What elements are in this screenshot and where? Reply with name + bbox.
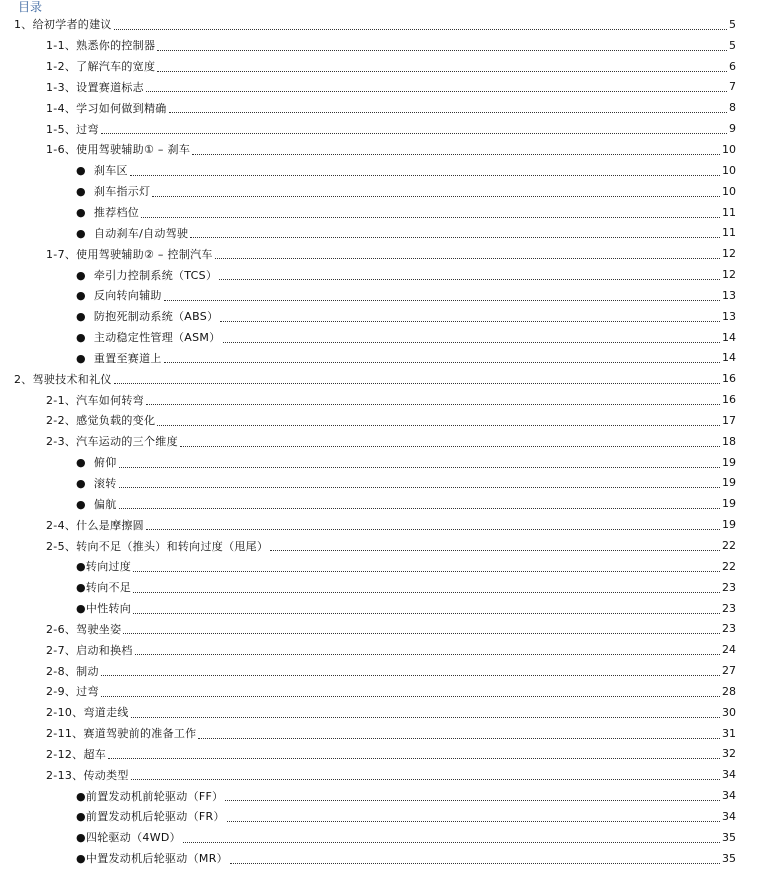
toc-entry-text: 2-4、什么是摩擦圆 xyxy=(46,518,144,532)
toc-entry-text: 2-3、汽车运动的三个维度 xyxy=(46,435,178,449)
toc-entry[interactable] xyxy=(0,556,767,577)
toc-entry-page: 13 xyxy=(722,288,736,302)
bullet-icon: ● xyxy=(76,497,86,511)
toc-entry-label xyxy=(76,225,188,241)
toc-entry-text: 2-9、过弯 xyxy=(46,685,99,699)
toc-entry-page: 34 xyxy=(722,789,736,803)
toc-entry-text: 2-2、感觉负载的变化 xyxy=(46,414,156,428)
dot-leader xyxy=(227,821,720,822)
toc-entry-text: 前置发动机前轮驱动（FF） xyxy=(85,789,224,803)
dot-leader xyxy=(119,467,720,468)
dot-leader xyxy=(101,675,720,676)
toc-entry-page: 11 xyxy=(722,226,736,240)
toc-entry[interactable] xyxy=(0,577,767,598)
toc-entry-page: 19 xyxy=(722,497,736,511)
bullet-icon: ● xyxy=(76,226,86,240)
toc-entry-label xyxy=(76,475,117,491)
toc-entry-text: 2-5、转向不足（推头）和转向过度（甩尾） xyxy=(46,539,269,553)
toc-entry-text: 2-7、启动和换档 xyxy=(46,643,133,657)
toc-entry-label xyxy=(76,267,217,283)
dot-leader xyxy=(146,404,720,405)
toc-entry-text: 2-13、传动类型 xyxy=(46,768,129,782)
toc-entry-label xyxy=(76,454,117,470)
toc-entry[interactable] xyxy=(0,181,767,202)
toc-entry-page: 23 xyxy=(722,622,736,636)
toc-entry-page: 10 xyxy=(722,142,736,156)
toc-entry-page: 19 xyxy=(722,455,736,469)
toc-entry-label xyxy=(46,100,167,116)
toc-entry-text: 偏航 xyxy=(93,497,117,511)
toc-entry-text: 2-11、赛道驾驶前的准备工作 xyxy=(46,727,197,741)
toc-entry-page: 7 xyxy=(729,80,736,94)
toc-entry-text: 2-6、驾驶坐姿 xyxy=(46,622,122,636)
toc-entry-text: 中置发动机后轮驱动（MR） xyxy=(85,852,228,866)
dot-leader xyxy=(223,342,720,343)
toc-entry-label xyxy=(46,58,155,74)
dot-leader xyxy=(119,508,720,509)
toc-entry-label xyxy=(46,433,178,449)
toc-entry-page: 27 xyxy=(722,664,736,678)
dot-leader xyxy=(164,362,720,363)
toc-entry-label xyxy=(76,329,221,345)
toc-entry[interactable] xyxy=(0,702,767,723)
toc-entry[interactable] xyxy=(0,348,767,369)
dot-leader xyxy=(131,779,720,780)
toc-entry-label xyxy=(76,183,150,199)
dot-leader xyxy=(230,863,720,864)
dot-leader xyxy=(157,71,727,72)
toc-entry-text: 反向转向辅助 xyxy=(93,289,162,303)
toc-entry-label xyxy=(76,829,181,845)
toc-entry-text: 转向不足 xyxy=(85,581,132,595)
toc-entry-text: 1、给初学者的建议 xyxy=(14,18,112,32)
toc-entry-text: 1-4、学习如何做到精确 xyxy=(46,101,167,115)
toc-entry-label xyxy=(46,412,155,428)
toc-entry-label xyxy=(46,725,196,741)
toc-entry[interactable] xyxy=(0,56,767,77)
bullet-icon: ● xyxy=(76,456,86,470)
toc-entry-label xyxy=(46,621,121,637)
dot-leader xyxy=(114,383,720,384)
toc-entry-text: 主动稳定性管理（ASM） xyxy=(93,331,221,345)
bullet-icon: ● xyxy=(76,206,86,220)
toc-entry-page: 23 xyxy=(722,601,736,615)
toc-entry[interactable] xyxy=(0,681,767,702)
dot-leader xyxy=(101,696,720,697)
toc-entry-text: 自动刹车/自动驾驶 xyxy=(93,226,189,240)
toc-entry[interactable] xyxy=(0,327,767,348)
toc-entry[interactable] xyxy=(0,618,767,639)
toc-entry-text: 1-2、了解汽车的宽度 xyxy=(46,60,156,74)
dot-leader xyxy=(157,425,720,426)
dot-leader xyxy=(133,613,720,614)
bullet-icon: ● xyxy=(76,810,86,824)
dot-leader xyxy=(133,571,720,572)
toc-entry[interactable] xyxy=(0,785,767,806)
dot-leader xyxy=(225,800,720,801)
toc-entry-label xyxy=(46,767,129,783)
toc-entry-page: 10 xyxy=(722,163,736,177)
toc-entry-label xyxy=(76,808,225,824)
toc-entry-text: 1-6、使用驾驶辅助① – 刹车 xyxy=(46,143,191,157)
dot-leader xyxy=(130,175,720,176)
toc-entry-text: 转向过度 xyxy=(85,560,132,574)
toc-entry[interactable] xyxy=(0,639,767,660)
toc-entry-label xyxy=(76,287,162,303)
toc-entry-label xyxy=(14,16,112,32)
toc-entry-page: 6 xyxy=(729,59,736,73)
bullet-icon: ● xyxy=(76,560,86,574)
toc-entry-page: 5 xyxy=(729,17,736,31)
dot-leader xyxy=(119,487,720,488)
toc-entry[interactable] xyxy=(0,202,767,223)
toc-entry[interactable] xyxy=(0,827,767,848)
bullet-icon: ● xyxy=(76,331,86,345)
toc-entry-label xyxy=(76,350,162,366)
toc-entry[interactable] xyxy=(0,514,767,535)
bullet-icon: ● xyxy=(76,831,86,845)
dot-leader xyxy=(164,300,720,301)
toc-entry[interactable] xyxy=(0,598,767,619)
toc-entry[interactable] xyxy=(0,243,767,264)
toc-entry[interactable] xyxy=(0,14,767,35)
toc-entry-page: 14 xyxy=(722,351,736,365)
toc-entry[interactable] xyxy=(0,473,767,494)
toc-entry-page: 24 xyxy=(722,643,736,657)
toc-entry-label xyxy=(76,850,228,866)
dot-leader xyxy=(146,91,727,92)
toc-entry[interactable] xyxy=(0,306,767,327)
toc-entry-page: 9 xyxy=(729,122,736,136)
toc-entry[interactable] xyxy=(0,264,767,285)
toc-entry-text: 2-1、汽车如何转弯 xyxy=(46,393,144,407)
bullet-icon: ● xyxy=(76,289,86,303)
dot-leader xyxy=(219,279,720,280)
dot-leader xyxy=(146,529,720,530)
toc-entry-label xyxy=(46,79,144,95)
toc-entry-page: 35 xyxy=(722,851,736,865)
toc-entry-label xyxy=(46,37,155,53)
toc-entry-page: 23 xyxy=(722,580,736,594)
dot-leader xyxy=(169,112,727,113)
dot-leader xyxy=(108,758,720,759)
toc-entry-text: 推荐档位 xyxy=(93,206,140,220)
toc-entry-label xyxy=(46,121,99,137)
toc-entry[interactable] xyxy=(0,118,767,139)
toc-entry-page: 19 xyxy=(722,518,736,532)
toc-entry-page: 16 xyxy=(722,393,736,407)
toc-entry-page: 19 xyxy=(722,476,736,490)
toc-entry[interactable] xyxy=(0,806,767,827)
bullet-icon: ● xyxy=(76,185,86,199)
toc-entry[interactable] xyxy=(0,35,767,56)
bullet-icon: ● xyxy=(76,164,86,178)
toc-entry-label xyxy=(46,746,106,762)
dot-leader xyxy=(133,592,720,593)
toc-entry-label xyxy=(46,517,144,533)
toc-heading: 目录 xyxy=(18,0,43,14)
toc-entry-text: 1-3、设置赛道标志 xyxy=(46,80,144,94)
toc-entry-page: 22 xyxy=(722,539,736,553)
toc-entry[interactable] xyxy=(0,389,767,410)
toc-entry-text: 1-5、过弯 xyxy=(46,122,99,136)
toc-entry-page: 14 xyxy=(722,330,736,344)
toc-entry[interactable] xyxy=(0,222,767,243)
toc-entry-label xyxy=(76,579,131,595)
dot-leader xyxy=(101,133,727,134)
toc-entry[interactable] xyxy=(0,77,767,98)
toc-entry-text: 刹车指示灯 xyxy=(93,185,151,199)
toc-entry-label xyxy=(76,496,117,512)
toc-entry[interactable] xyxy=(0,493,767,514)
toc-entry-page: 32 xyxy=(722,747,736,761)
toc-entry-label xyxy=(76,162,128,178)
toc-entry-label xyxy=(46,704,129,720)
toc-entry-text: 俯仰 xyxy=(93,456,117,470)
dot-leader xyxy=(190,237,720,238)
toc-entry-text: 前置发动机后轮驱动（FR） xyxy=(85,810,225,824)
dot-leader xyxy=(183,842,720,843)
dot-leader xyxy=(198,738,720,739)
dot-leader xyxy=(220,321,720,322)
toc-entry-page: 13 xyxy=(722,309,736,323)
toc-entry[interactable] xyxy=(0,744,767,765)
toc-entry[interactable] xyxy=(0,660,767,681)
toc-entry-page: 35 xyxy=(722,830,736,844)
toc-entry-text: 刹车区 xyxy=(93,164,128,178)
toc-entry-text: 滚转 xyxy=(93,476,117,490)
toc-entry-page: 31 xyxy=(722,726,736,740)
bullet-icon: ● xyxy=(76,852,86,866)
dot-leader xyxy=(152,196,720,197)
toc-entry[interactable] xyxy=(0,431,767,452)
toc-entry-text: 1-1、熟悉你的控制器 xyxy=(46,39,156,53)
toc-entry-text: 2-10、弯道走线 xyxy=(46,706,129,720)
bullet-icon: ● xyxy=(76,476,86,490)
toc-entry-page: 22 xyxy=(722,559,736,573)
dot-leader xyxy=(157,50,727,51)
toc-entry-page: 18 xyxy=(722,434,736,448)
dot-leader xyxy=(141,217,720,218)
dot-leader xyxy=(123,633,720,634)
dot-leader xyxy=(135,654,720,655)
toc-entry-page: 17 xyxy=(722,413,736,427)
toc-entry-page: 12 xyxy=(722,268,736,282)
bullet-icon: ● xyxy=(76,581,86,595)
toc-entry-page: 16 xyxy=(722,372,736,386)
toc-entry-label xyxy=(46,141,190,157)
toc-entry-page: 8 xyxy=(729,101,736,115)
dot-leader xyxy=(131,717,720,718)
toc-entry-page: 34 xyxy=(722,768,736,782)
toc-entry[interactable] xyxy=(0,723,767,744)
toc-entry-text: 2-12、超车 xyxy=(46,747,107,761)
dot-leader xyxy=(192,154,720,155)
toc-entry-text: 牵引力控制系统（TCS） xyxy=(93,268,218,282)
toc-entry-label xyxy=(76,600,131,616)
toc-entry-text: 2、驾驶技术和礼仪 xyxy=(14,372,112,386)
toc-entry-text: 四轮驱动（4WD） xyxy=(85,831,181,845)
bullet-icon: ● xyxy=(76,268,86,282)
toc-entry-label xyxy=(76,788,223,804)
toc-entry-page: 34 xyxy=(722,809,736,823)
dot-leader xyxy=(180,446,720,447)
toc-entry[interactable] xyxy=(0,97,767,118)
toc-entry[interactable] xyxy=(0,368,767,389)
toc-entry-label xyxy=(46,392,144,408)
toc-list xyxy=(0,14,767,869)
toc-entry[interactable] xyxy=(0,535,767,556)
dot-leader xyxy=(114,29,727,30)
dot-leader xyxy=(215,258,720,259)
toc-entry-page: 10 xyxy=(722,184,736,198)
toc-entry-label xyxy=(46,663,99,679)
toc-entry-page: 12 xyxy=(722,247,736,261)
dot-leader xyxy=(270,550,720,551)
toc-entry-text: 防抱死制动系统（ABS） xyxy=(93,310,219,324)
toc-entry-label xyxy=(46,642,133,658)
toc-entry-label xyxy=(14,371,112,387)
toc-entry-label xyxy=(46,538,268,554)
bullet-icon: ● xyxy=(76,602,86,616)
toc-entry-text: 2-8、制动 xyxy=(46,664,99,678)
toc-entry-page: 11 xyxy=(722,205,736,219)
toc-entry[interactable] xyxy=(0,139,767,160)
toc-entry-text: 1-7、使用驾驶辅助② – 控制汽车 xyxy=(46,247,213,261)
toc-entry[interactable] xyxy=(0,452,767,473)
toc-entry[interactable] xyxy=(0,410,767,431)
toc-entry[interactable] xyxy=(0,764,767,785)
toc-entry-label xyxy=(76,204,139,220)
toc-entry-page: 5 xyxy=(729,38,736,52)
toc-entry-label xyxy=(46,683,99,699)
toc-entry-label xyxy=(76,308,218,324)
bullet-icon: ● xyxy=(76,351,86,365)
toc-entry[interactable] xyxy=(0,848,767,869)
toc-entry-text: 重置至赛道上 xyxy=(93,351,162,365)
toc-entry-page: 30 xyxy=(722,705,736,719)
toc-entry-label xyxy=(46,246,213,262)
toc-entry-text: 中性转向 xyxy=(85,602,132,616)
toc-entry[interactable] xyxy=(0,285,767,306)
bullet-icon: ● xyxy=(76,789,86,803)
toc-entry[interactable] xyxy=(0,160,767,181)
bullet-icon: ● xyxy=(76,310,86,324)
toc-entry-label xyxy=(76,558,131,574)
toc-entry-page: 28 xyxy=(722,684,736,698)
